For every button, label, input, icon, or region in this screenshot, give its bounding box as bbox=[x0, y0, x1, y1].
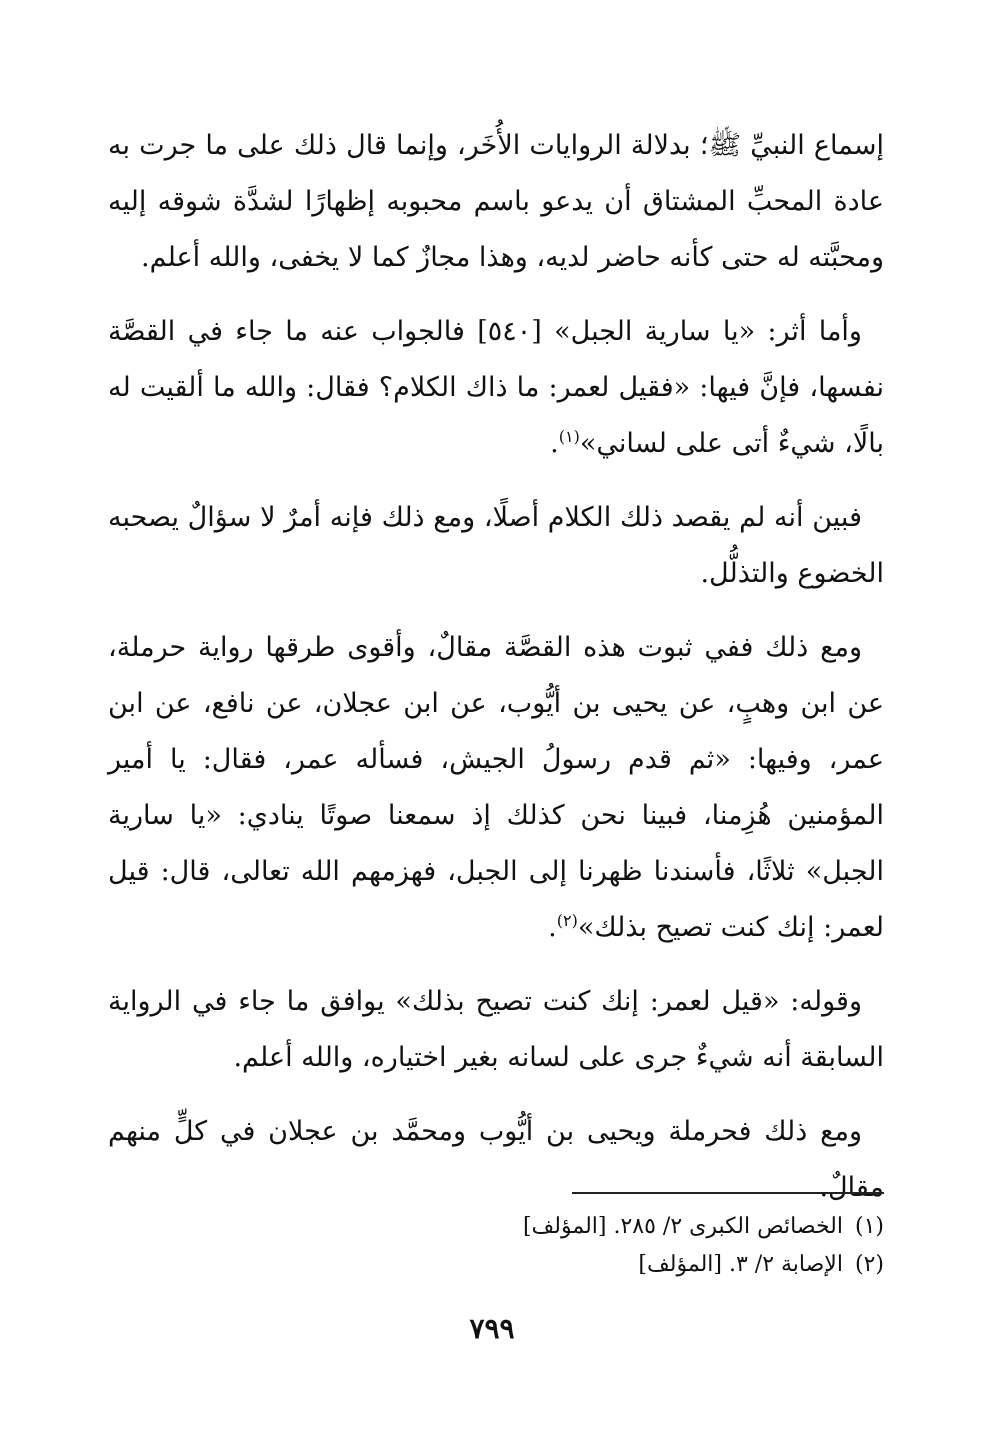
paragraph-4 bbox=[108, 620, 884, 956]
paragraph-6-text: ومع ذلك فحرملة ويحيى بن أيُّوب ومحمَّد بن عجلان في كلٍّ منهم مقالٌ. bbox=[108, 1116, 884, 1203]
footnote-1-text: الخصائص الكبرى ٢/ ٢٨٥. [المؤلف] bbox=[522, 1214, 843, 1239]
footnotes bbox=[108, 1208, 884, 1284]
main-text bbox=[108, 118, 884, 1234]
paragraph-2-end: . bbox=[550, 428, 559, 459]
footnote-ref-1: (١) bbox=[558, 427, 580, 446]
paragraph-5-text: وقوله: «قيل لعمر: إنك كنت تصيح بذلك» يوافق ما جاء في الرواية السابقة أنه شيءٌ جرى على لسانه بغير اختياره، والله أعلم. bbox=[108, 986, 884, 1073]
paragraph-2 bbox=[108, 304, 884, 472]
paragraph-1-text: إسماع النبيِّ ﷺ؛ بدلالة الروايات الأُخَر، وإنما قال ذلك على ما جرت به عادة المحبِّ المشتاق أن يدعو باسم محبوبه إظهارًا لشدَّة شوقه إليه ومحبَّته له حتى كأنه حاضر لديه، وهذا مجازٌ كما لا يخفى، والله أعلم. bbox=[108, 130, 884, 273]
footnote-2-text: الإصابة ٢/ ٣. [المؤلف] bbox=[638, 1252, 843, 1277]
footnote-1-number: (١) bbox=[854, 1214, 884, 1239]
paragraph-5 bbox=[108, 974, 884, 1086]
paragraph-4-text: ومع ذلك ففي ثبوت هذه القصَّة مقالٌ، وأقوى طرقها رواية حرملة، عن ابن وهبٍ، عن يحيى بن أيُّوب، عن ابن عجلان، عن نافع، عن ابن عمر، وفيها: «ثم قدم رسولُ الجيش، فسأله عمر، فقال: يا أمير المؤمنين هُزِمنا، فبينا نحن كذلك إذ سمعنا صوتًا ينادي: «يا سارية الجبل» ثلاثًا، فأسندنا ظهرنا إلى الجبل، فهزمهم الله تعالى، قال: قيل لعمر: إنك كنت تصيح بذلك» bbox=[108, 632, 884, 943]
paragraph-3 bbox=[108, 490, 884, 602]
paragraph-3-text: فبين أنه لم يقصد ذلك الكلام أصلًا، ومع ذلك فإنه أمرٌ لا سؤالٌ يصحبه الخضوع والتذلُّل. bbox=[108, 502, 884, 589]
paragraph-4-end: . bbox=[548, 912, 557, 943]
footnote-ref-2: (٢) bbox=[556, 911, 578, 930]
paragraph-6 bbox=[108, 1104, 884, 1216]
footnote-2 bbox=[108, 1246, 884, 1284]
page-number: ٧٩٩ bbox=[469, 1312, 515, 1345]
paragraph-1 bbox=[108, 118, 884, 286]
footnote-1 bbox=[108, 1208, 884, 1246]
footnote-2-number: (٢) bbox=[854, 1252, 884, 1277]
footnote-divider bbox=[572, 1192, 884, 1194]
paragraph-2-text: وأما أثر: «يا سارية الجبل» [٥٤٠] فالجواب عنه ما جاء في القصَّة نفسها، فإنَّ فيها: «فقيل لعمر: ما ذاك الكلام؟ فقال: والله ما ألقيت له بالًا، شيءٌ أتى على لساني» bbox=[108, 316, 884, 459]
